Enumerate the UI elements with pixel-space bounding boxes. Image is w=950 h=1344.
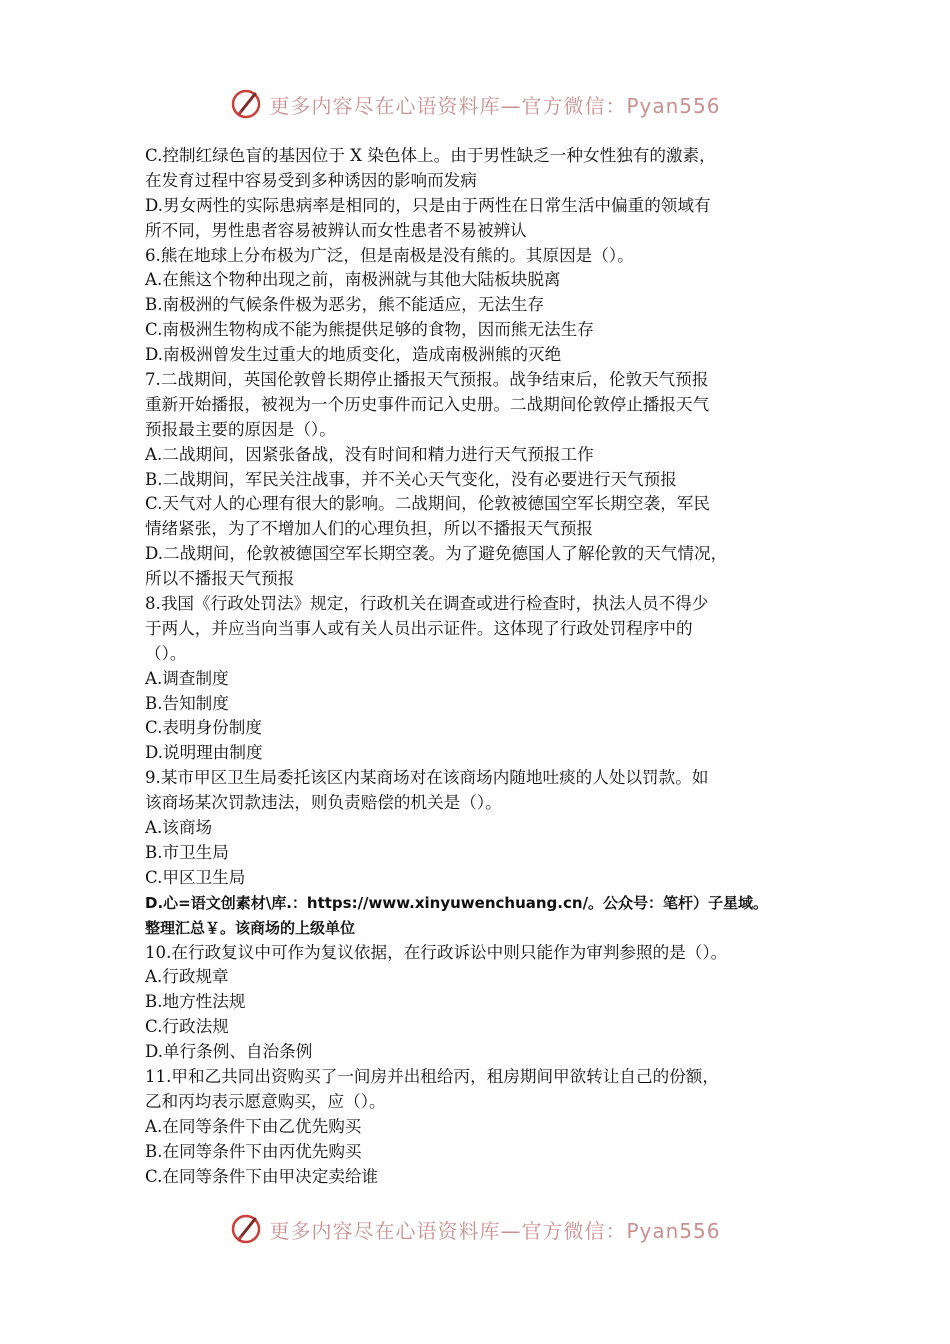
footer-banner-text: 更多内容尽在心语资料库—官方微信：Pyan556 bbox=[269, 1218, 721, 1243]
option-a: A.在同等条件下由乙优先购买 bbox=[145, 1116, 362, 1136]
option-c: C.天气对人的心理有很大的影响。二战期间，伦敦被德国空军长期空袭，军民 bbox=[145, 494, 710, 514]
text-line: 重新开始播报，被视为一个历史事件而记入史册。二战期间伦敦停止播报天气 bbox=[145, 394, 710, 414]
document-body bbox=[145, 144, 825, 1189]
text-line: 所不同，男性患者容易被辨认而女性患者不易被辨认 bbox=[145, 220, 527, 240]
option-a: A.在熊这个物种出现之前，南极洲就与其他大陆板块脱离 bbox=[145, 270, 561, 290]
question-6: 6.熊在地球上分布极为广泛，但是南极是没有熊的。其原因是（）。 bbox=[145, 245, 634, 265]
option-b: B.市卫生局 bbox=[145, 842, 229, 862]
text-line: 该商场某次罚款违法，则负责赔偿的机关是（）。 bbox=[145, 793, 502, 813]
text-line: D.男女两性的实际患病率是相同的，只是由于两性在日常生活中偏重的领域有 bbox=[145, 195, 711, 215]
option-d: D.说明理由制度 bbox=[145, 743, 263, 763]
footer-banner bbox=[0, 1209, 950, 1249]
option-d: D.二战期间，伦敦被德国空军长期空袭。为了避免德国人了解伦敦的天气情况， bbox=[145, 544, 728, 564]
text-line: 所以不播报天气预报 bbox=[145, 569, 295, 589]
option-c: C.表明身份制度 bbox=[145, 718, 262, 738]
option-d: D.南极洲曾发生过重大的地质变化，造成南极洲熊的灭绝 bbox=[145, 345, 562, 365]
option-b: B.在同等条件下由丙优先购买 bbox=[145, 1141, 362, 1161]
option-d-watermark: D.心=语文创素材\库.：https://www.xinyuwenchuang.cn/。公众号：笔杆）子星域。 bbox=[145, 893, 769, 912]
question-9: 9.某市甲区卫生局委托该区内某商场对在该商场内随地吐痰的人处以罚款。如 bbox=[145, 768, 709, 788]
text-line: 预报最主要的原因是（）。 bbox=[145, 419, 336, 439]
option-b: B.地方性法规 bbox=[145, 992, 246, 1012]
option-a: A.该商场 bbox=[145, 818, 213, 838]
option-d: D.单行条例、自治条例 bbox=[145, 1042, 313, 1062]
text-line: 情绪紧张，为了不增加人们的心理负担，所以不播报天气预报 bbox=[145, 519, 594, 539]
option-a: A.二战期间，因紧张备战，没有时间和精力进行天气预报工作 bbox=[145, 444, 594, 464]
option-c: C.南极洲生物构成不能为熊提供足够的食物，因而熊无法生存 bbox=[145, 320, 594, 340]
option-c: C.在同等条件下由甲决定卖给谁 bbox=[145, 1166, 379, 1186]
option-c: C.甲区卫生局 bbox=[145, 867, 246, 887]
question-8: 8.我国《行政处罚法》规定，行政机关在调查或进行检查时，执法人员不得少 bbox=[145, 594, 709, 614]
text-line: C.控制红绿色盲的基因位于 X 染色体上。由于男性缺乏一种女性独有的激素， bbox=[145, 146, 716, 165]
option-b: B.二战期间，军民关注战事，并不关心天气变化，没有必要进行天气预报 bbox=[145, 469, 677, 489]
pen-logo-icon bbox=[229, 86, 265, 122]
text-line: 整理汇总￥。该商场的上级单位 bbox=[145, 918, 356, 937]
option-b: B.南极洲的气候条件极为恶劣，熊不能适应，无法生存 bbox=[145, 295, 545, 315]
question-11: 11.甲和乙共同出资购买了一间房并出租给丙，租房期间甲欲转让自己的份额， bbox=[145, 1066, 719, 1086]
header-banner bbox=[0, 84, 950, 124]
text-line: 乙和丙均表示愿意购买，应（）。 bbox=[145, 1091, 386, 1111]
text-line: 于两人，并应当向当事人或有关人员出示证件。这体现了行政处罚程序中的 bbox=[145, 618, 693, 638]
question-7: 7.二战期间，英国伦敦曾长期停止播报天气预报。战争结束后，伦敦天气预报 bbox=[145, 370, 709, 390]
text-line: 在发育过程中容易受到多种诱因的影响而发病 bbox=[145, 170, 477, 190]
option-b: B.告知制度 bbox=[145, 693, 229, 713]
header-banner-text: 更多内容尽在心语资料库—官方微信：Pyan556 bbox=[269, 93, 721, 118]
pen-logo-icon bbox=[229, 1211, 265, 1247]
option-a: A.行政规章 bbox=[145, 967, 229, 987]
option-a: A.调查制度 bbox=[145, 668, 229, 688]
question-10: 10.在行政复议中可作为复议依据，在行政诉讼中则只能作为审判参照的是（）。 bbox=[145, 942, 728, 962]
text-line: （）。 bbox=[145, 643, 187, 663]
option-c: C.行政法规 bbox=[145, 1017, 229, 1037]
